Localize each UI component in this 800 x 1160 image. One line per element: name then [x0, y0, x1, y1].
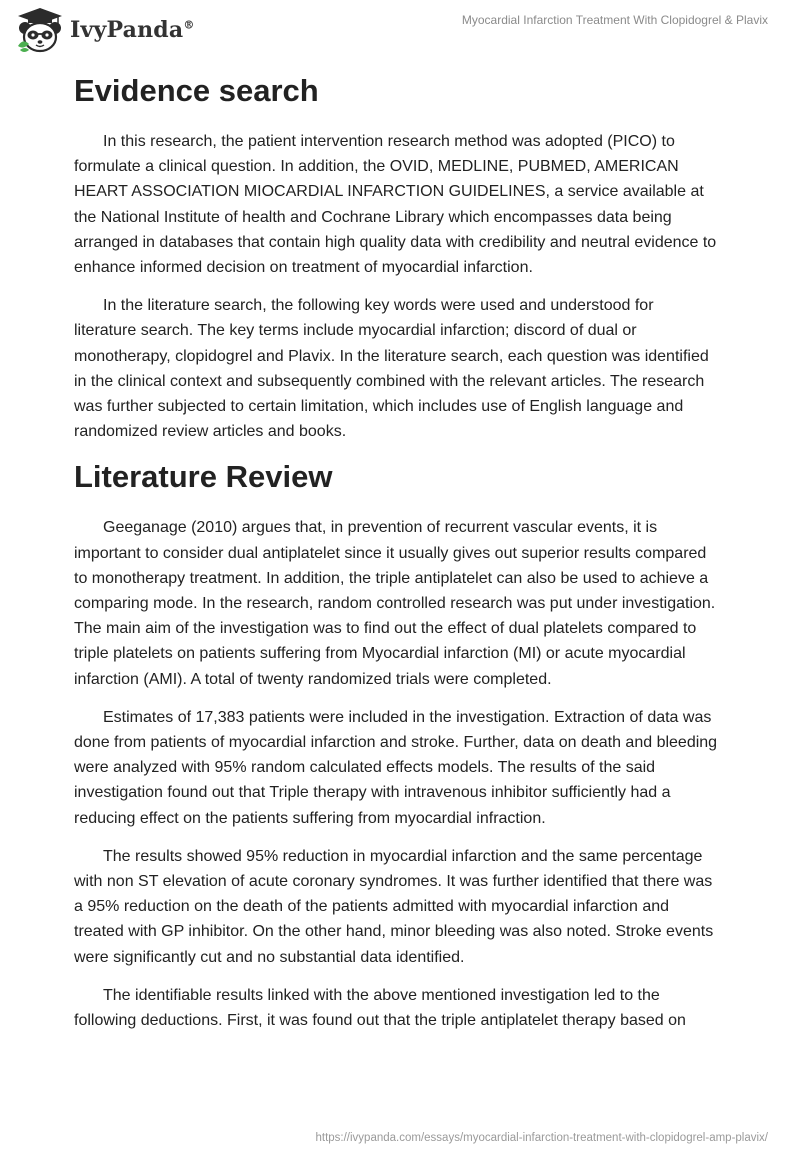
brand-logo[interactable]: [14, 6, 195, 54]
paragraph: In this research, the patient intervention research method was adopted (PICO) to formulate a clinical question. In addition, the OVID, MEDLINE, PUBMED, AMERICAN HEART ASSOCIATION MIOCARDIAL INFARCTION GUIDELINES, a service available at the National Institute of health and Cochrane Library which encompasses data being arranged in databases that contain high quality data with credibility and neutral evidence to enhance informed decision on treatment of myocardial infarction.: [74, 133, 717, 277]
paragraph: The identifiable results linked with the above mentioned investigation led to the following deductions. First, it was found out that the triple antiplatelet therapy based on: [74, 986, 686, 1030]
section-heading-literature-review: Literature Review: [74, 459, 333, 495]
paragraph: In the literature search, the following key words were used and understood for literature search. The key terms include myocardial infarction; discord of dual or monotherapy, clopidogrel and Plavix. In the literature search, each question was identified in the clinical context and subsequently combined with the relevant articles. The research was further subjected to certain limitation, which includes use of English language and randomized review articles and books.: [74, 297, 709, 441]
paragraph: Estimates of 17,383 patients were included in the investigation. Extraction of data was done from patients of myocardial infarction and stroke. Further, data on death and bleeding were analyzed with 95% random calculated effects models. The results of the said investigation found out that Triple therapy with intravenous inhibitor sufficiently had a reducing effect on the patients suffering from myocardial infraction.: [74, 708, 718, 827]
brand-name: IvyPanda®: [70, 17, 195, 43]
paragraph: The results showed 95% reduction in myocardial infarction and the same percentage with non ST elevation of acute coronary syndromes. It was further identified that there was a 95% reduction on the death of the patients admitted with myocardial infarction and treated with GP inhibitor. On the other hand, minor bleeding was also noted. Stroke events were significantly cut and no substantial data identified.: [74, 847, 714, 966]
source-url[interactable]: https://ivypanda.com/essays/myocardial-infarction-treatment-with-clopidogrel-amp-plavix/: [315, 1132, 768, 1144]
document-title: Myocardial Infarction Treatment With Clopidogrel & Plavix: [461, 13, 768, 27]
page-header: [0, 0, 800, 60]
section-heading-evidence-search: Evidence search: [74, 73, 319, 108]
panda-graduate-icon: [14, 6, 66, 54]
essay-content: [74, 72, 720, 1046]
paragraph: Geeganage (2010) argues that, in prevention of recurrent vascular events, it is important to consider dual antiplatelet since it usually gives out superior results compared to monotherapy treatment. In addition, the triple antiplatelet can also be used to achieve a comparing mode. In the research, random controlled research was put under investigation. The main aim of the investigation was to find out the effect of dual platelets compared to triple platelets on patients suffering from Myocardial infarction (MI) or acute myocardial infarction (AMI). A total of twenty randomized trials were completed.: [74, 519, 716, 688]
